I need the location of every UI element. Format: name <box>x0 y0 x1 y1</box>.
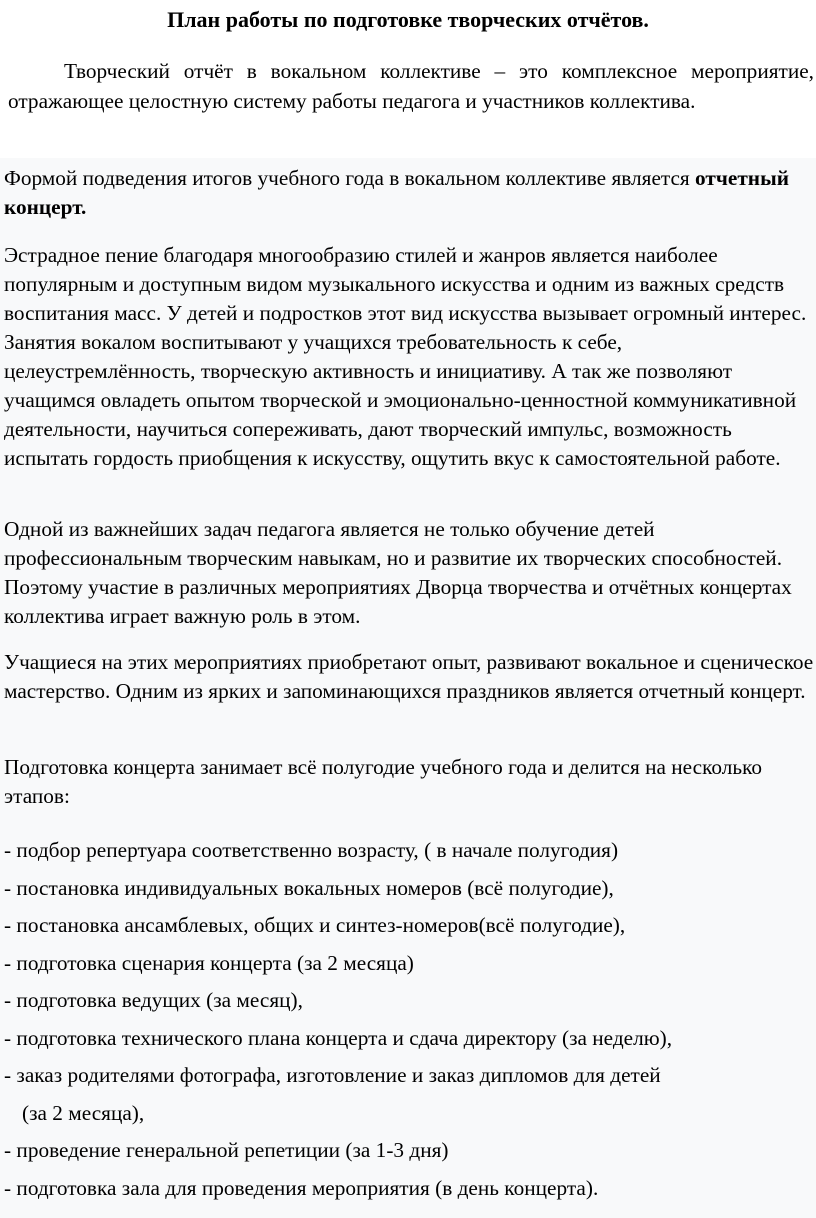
list-item: - подготовка ведущих (за месяц), <box>4 988 303 1012</box>
intro-paragraph: Творческий отчёт в вокальном коллективе – это комплексное мероприятие, отражающее целостную систему работы педагога и участников коллектива. <box>8 59 814 113</box>
list-item: - подбор репертуара соответственно возрасту, ( в начале полугодия) <box>4 838 619 862</box>
paragraph-summary-bold: отчетный концерт. <box>4 166 789 219</box>
list-item: - подготовка зала для проведения мероприятия (в день концерта). <box>4 1175 599 1200</box>
stages-list <box>4 832 816 1207</box>
list-item: - подготовка технического плана концерта и сдача директору (за неделю), <box>4 1025 673 1050</box>
list-item-continuation-text: (за 2 месяца), <box>22 1100 145 1125</box>
list-item: - заказ родителями фотографа, изготовление и заказ дипломов для детей <box>4 1063 661 1087</box>
paragraph-estrada-singing: Эстрадное пение благодаря многообразию стилей и жанров является наиболее популярным и доступным видом музыкального искусства и одним из важных средств воспитания масс. У детей и подростков этот вид искусства вызывает огромный интерес. Занятия вокалом воспитывают у учащихся требовательность к себе, целеустремлённость, творческую активность и инициативу. А так же позволяют учащимся овладеть опытом творческой и эмоционально-ценностной коммуникативной деятельности, научиться сопереживать, дают творческий импульс, возможность испытать гордость приобщения к искусству, ощутить вкус к самостоятельной работе. <box>4 243 807 470</box>
list-item: - проведение генеральной репетиции (за 1-3 дня) <box>4 1138 449 1162</box>
list-item: - постановка индивидуальных вокальных номеров (всё полугодие), <box>4 875 614 900</box>
paragraph-teacher-tasks: Одной из важнейших задач педагога является не только обучение детей профессиональным творческим навыкам, но и развитие их творческих способностей. Поэтому участие в различных мероприятиях Дворца творчества и отчётных концертах коллектива играет важную роль в этом. <box>4 517 792 628</box>
list-item-continuation <box>4 1095 816 1133</box>
list-item: - постановка ансамблевых, общих и синтез-номеров(всё полугодие), <box>4 913 626 937</box>
list-item: - подготовка сценария концерта (за 2 месяца) <box>4 950 414 975</box>
paragraph-students-experience: Учащиеся на этих мероприятиях приобретают опыт, развивают вокальное и сценическое мастерство. Одним из ярких и запоминающихся праздников является отчетный концерт. <box>4 650 814 703</box>
paragraph-summary-text: Формой подведения итогов учебного года в вокальном коллективе является <box>4 166 696 190</box>
paragraph-summary-form <box>4 164 816 222</box>
document-title: План работы по подготовке творческих отчётов. <box>167 7 649 32</box>
paragraph-preparation-intro: Подготовка концерта занимает всё полугодие учебного года и делится на несколько этапов: <box>4 755 762 808</box>
